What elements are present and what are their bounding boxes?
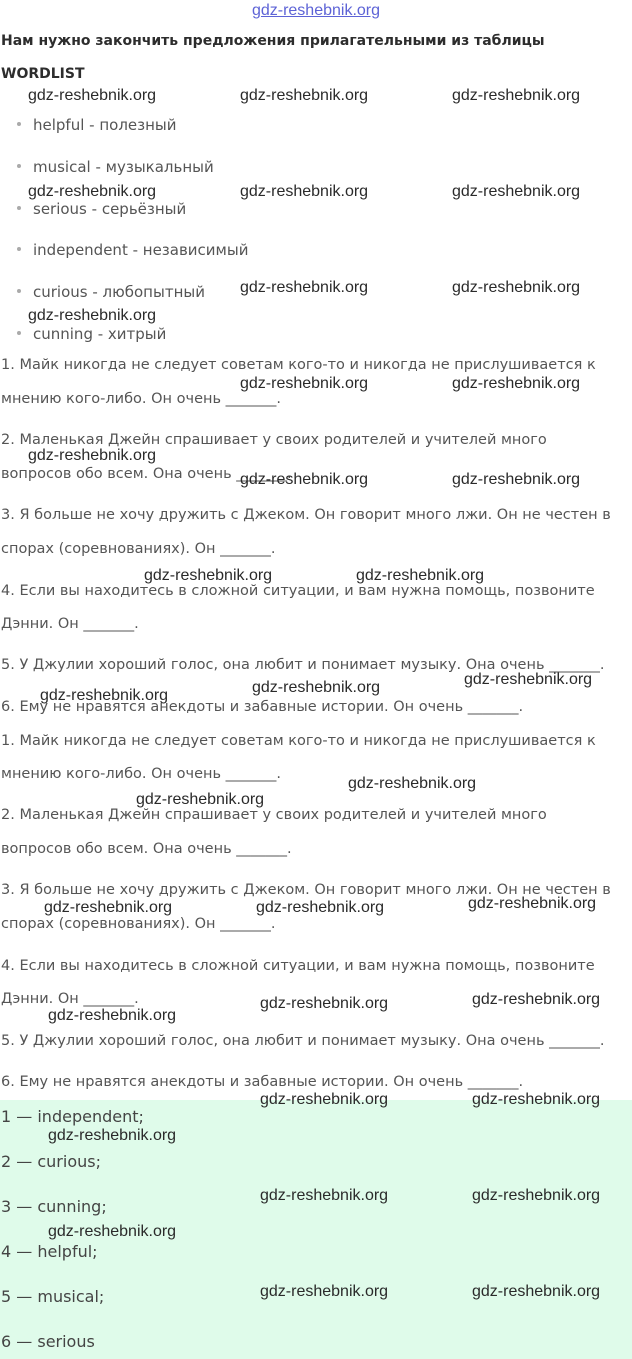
watermark: gdz-reshebnik.org xyxy=(28,87,157,104)
watermark: gdz-reshebnik.org xyxy=(240,279,369,296)
answer-line: 6 — serious xyxy=(1,1332,95,1351)
exercise-line: 5. У Джулии хороший голос, она любит и понимает музыку. Она очень _______. xyxy=(1,657,605,673)
answer-line: 1 — independent; xyxy=(1,1107,144,1126)
wordlist-item: independent - независимый xyxy=(17,241,248,259)
exercise-line: спорах (соревнованиях). Он _______. xyxy=(1,916,276,932)
exercise-line: 1. Майк никогда не следует советам кого-то и никогда не прислушивается к xyxy=(1,733,596,749)
watermark: gdz-reshebnik.org xyxy=(452,87,581,104)
answer-line: 3 — cunning; xyxy=(1,1197,107,1216)
watermark-top-link[interactable]: gdz-reshebnik.org xyxy=(251,2,381,19)
wordlist-item: curious - любопытный xyxy=(17,283,205,301)
watermark: gdz-reshebnik.org xyxy=(468,895,597,912)
watermark: gdz-reshebnik.org xyxy=(252,679,381,696)
exercise-line: 2. Маленькая Джейн спрашивает у своих родителей и учителей много xyxy=(1,807,547,823)
watermark: gdz-reshebnik.org xyxy=(356,567,485,584)
watermark: gdz-reshebnik.org xyxy=(452,375,581,392)
bullet-icon xyxy=(17,247,21,251)
exercise-line: 4. Если вы находитесь в сложной ситуации, и вам нужна помощь, позвоните xyxy=(1,958,595,974)
watermark: gdz-reshebnik.org xyxy=(464,671,593,688)
exercise-line: 5. У Джулии хороший голос, она любит и понимает музыку. Она очень _______. xyxy=(1,1033,605,1049)
exercise-line: 3. Я больше не хочу дружить с Джеком. Он говорит много лжи. Он не честен в xyxy=(1,507,611,523)
wordlist-item: cunning - хитрый xyxy=(17,325,166,343)
exercise-line: 4. Если вы находитесь в сложной ситуации, и вам нужна помощь, позвоните xyxy=(1,583,595,599)
watermark: gdz-reshebnik.org xyxy=(256,899,385,916)
watermark: gdz-reshebnik.org xyxy=(260,1187,389,1204)
watermark: gdz-reshebnik.org xyxy=(44,899,173,916)
wordlist-item: helpful - полезный xyxy=(17,116,177,134)
exercise-line: мнению кого-либо. Он очень _______. xyxy=(1,766,281,782)
exercise-line: 6. Ему не нравятся анекдоты и забавные истории. Он очень _______. xyxy=(1,1074,524,1090)
watermark: gdz-reshebnik.org xyxy=(240,471,369,488)
exercise-line: Дэнни. Он _______. xyxy=(1,991,139,1007)
exercise-line: 3. Я больше не хочу дружить с Джеком. Он говорит много лжи. Он не честен в xyxy=(1,882,611,898)
bullet-icon xyxy=(17,122,21,126)
exercise-line: вопросов обо всем. Она очень _______. xyxy=(1,466,292,482)
watermark: gdz-reshebnik.org xyxy=(40,687,169,704)
bullet-icon xyxy=(17,331,21,335)
watermark: gdz-reshebnik.org xyxy=(472,1283,601,1300)
wordlist-title: WORDLIST xyxy=(1,66,85,82)
answer-line: 5 — musical; xyxy=(1,1287,105,1306)
watermark: gdz-reshebnik.org xyxy=(260,1091,389,1108)
watermark: gdz-reshebnik.org xyxy=(28,183,157,200)
answer-line: 2 — curious; xyxy=(1,1152,101,1171)
watermark: gdz-reshebnik.org xyxy=(240,375,369,392)
exercise-line: 2. Маленькая Джейн спрашивает у своих родителей и учителей много xyxy=(1,432,547,448)
bullet-icon xyxy=(17,206,21,210)
watermark: gdz-reshebnik.org xyxy=(48,1007,177,1024)
watermark: gdz-reshebnik.org xyxy=(28,307,157,324)
page-heading: Нам нужно закончить предложения прилагательными из таблицы xyxy=(1,33,545,49)
exercise-line: 6. Ему не нравятся анекдоты и забавные истории. Он очень _______. xyxy=(1,699,524,715)
answer-line: 4 — helpful; xyxy=(1,1242,98,1261)
exercise-line: 1. Майк никогда не следует советам кого-то и никогда не прислушивается к xyxy=(1,357,596,373)
wordlist-item: serious - серьёзный xyxy=(17,200,186,218)
bullet-icon xyxy=(17,289,21,293)
watermark: gdz-reshebnik.org xyxy=(260,995,389,1012)
watermark: gdz-reshebnik.org xyxy=(452,279,581,296)
watermark: gdz-reshebnik.org xyxy=(260,1283,389,1300)
exercise-line: вопросов обо всем. Она очень _______. xyxy=(1,841,292,857)
watermark: gdz-reshebnik.org xyxy=(348,775,477,792)
watermark: gdz-reshebnik.org xyxy=(472,1187,601,1204)
bullet-icon xyxy=(17,164,21,168)
watermark: gdz-reshebnik.org xyxy=(144,567,273,584)
watermark: gdz-reshebnik.org xyxy=(472,991,601,1008)
wordlist-item: musical - музыкальный xyxy=(17,158,214,176)
watermark: gdz-reshebnik.org xyxy=(28,447,157,464)
watermark: gdz-reshebnik.org xyxy=(240,183,369,200)
watermark: gdz-reshebnik.org xyxy=(452,471,581,488)
exercise-line: спорах (соревнованиях). Он _______. xyxy=(1,541,276,557)
watermark: gdz-reshebnik.org xyxy=(452,183,581,200)
exercise-line: Дэнни. Он _______. xyxy=(1,616,139,632)
watermark: gdz-reshebnik.org xyxy=(48,1223,177,1240)
watermark: gdz-reshebnik.org xyxy=(136,791,265,808)
watermark: gdz-reshebnik.org xyxy=(240,87,369,104)
exercise-line: мнению кого-либо. Он очень _______. xyxy=(1,391,281,407)
watermark: gdz-reshebnik.org xyxy=(48,1127,177,1144)
watermark: gdz-reshebnik.org xyxy=(472,1091,601,1108)
